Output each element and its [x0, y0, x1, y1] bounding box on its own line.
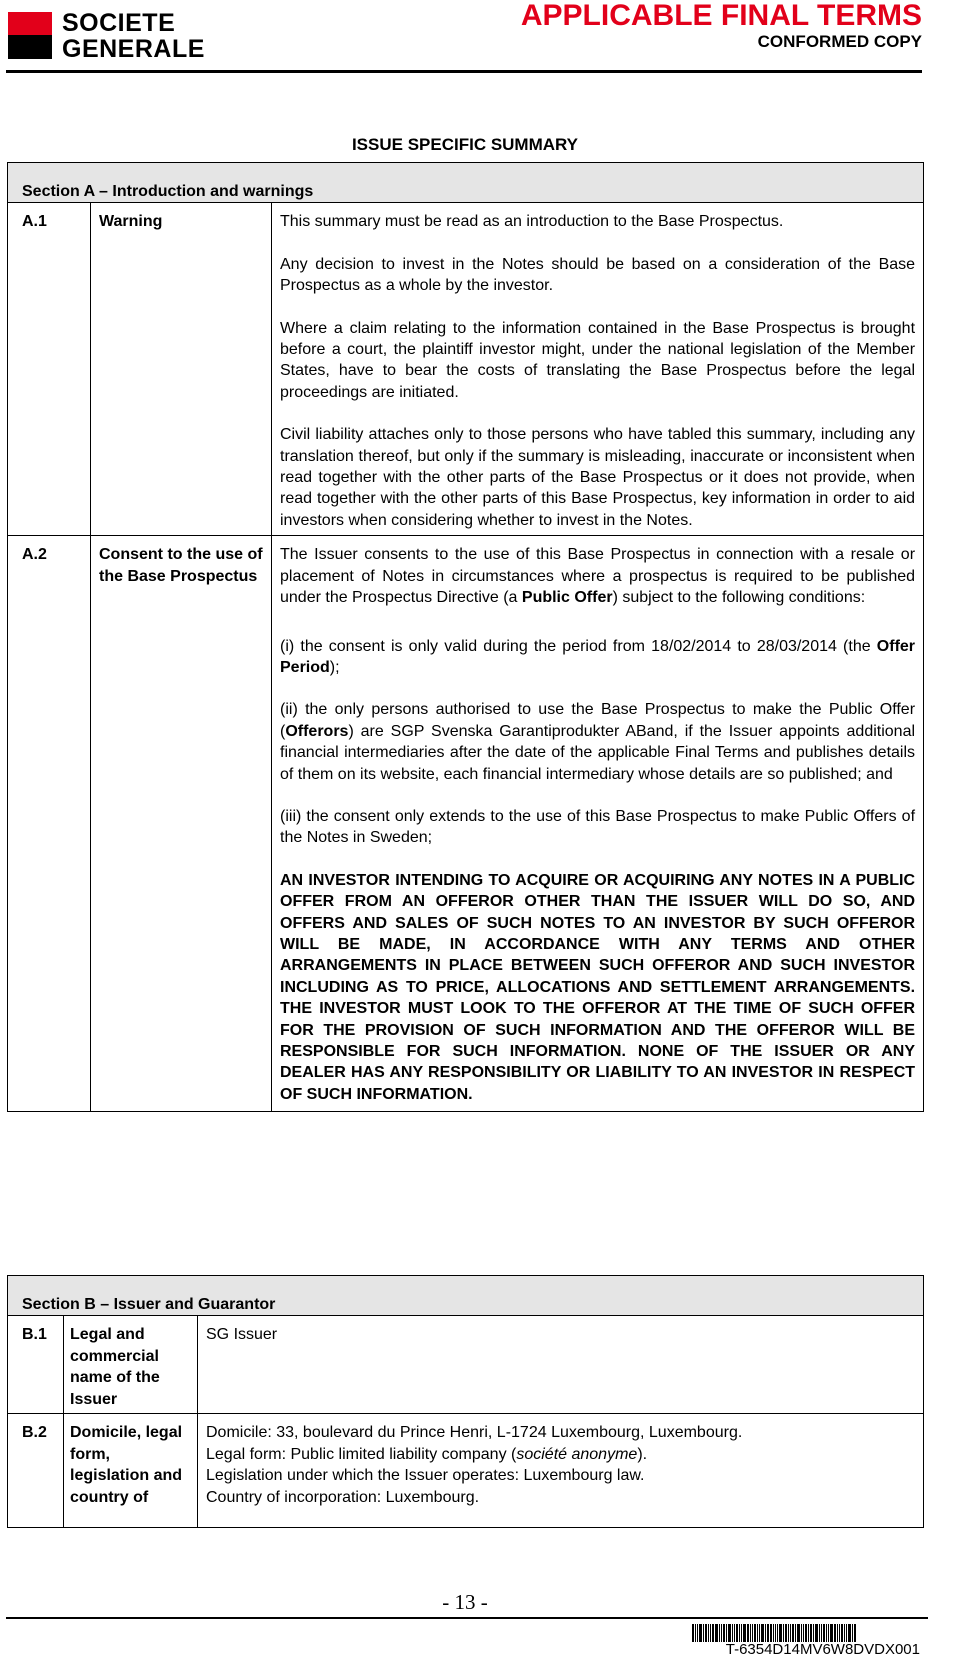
element-code-b1: B.1 [8, 1316, 64, 1414]
a2-paragraph-4: (iii) the consent only extends to the use of this Base Prospectus to make Public Offers of the Notes in Sweden; [280, 807, 916, 847]
element-content-a2 [272, 536, 924, 1112]
b2-legislation: Legislation under which the Issuer operates: Luxembourg law. [206, 1467, 645, 1485]
document-title: APPLICABLE FINAL TERMS [520, 0, 922, 32]
header-divider [6, 70, 922, 73]
a2-paragraph-2: (i) the consent is only valid during the period from 18/02/2014 to 28/03/2014 (the Offer Period); [280, 637, 916, 676]
defined-term-offerors: Offerors [285, 722, 349, 740]
section-a-table [7, 162, 924, 1112]
section-a-heading: Section A – Introduction and warnings [8, 163, 924, 203]
a1-paragraph-2: Any decision to invest in the Notes should be based on a consideration of the Base Prospectus as a whole by the investor. [280, 255, 916, 295]
a2-paragraph-3: (ii) the only persons authorised to use the Base Prospectus to make the Public Offer (Offerors) are SGP Svenska Garantiprodukter ABand, if the Issuer appoints additional financial intermediaries after the date of the applicable Final Terms and publishes details of them on its website, each financial intermediary whose details are so published; and [280, 701, 916, 783]
table-row-b2 [8, 1414, 924, 1528]
table-row-a1 [8, 203, 924, 536]
element-label-b1: Legal and commercial name of the Issuer [64, 1316, 198, 1414]
section-b-heading: Section B – Issuer and Guarantor [8, 1276, 924, 1316]
barcode-icon [692, 1624, 920, 1642]
a1-paragraph-3: Where a claim relating to the information contained in the Base Prospectus is brought before a court, the plaintiff investor might, under the national legislation of the Member States, have to bear the costs of translating the Base Prospectus before the legal proceedings are initiated. [280, 319, 916, 401]
b2-legal-form: Legal form: Public limited liability company (société anonyme). [206, 1445, 648, 1463]
summary-title: ISSUE SPECIFIC SUMMARY [351, 135, 579, 154]
logo-wordmark [62, 10, 205, 62]
defined-term-public-offer: Public Offer [521, 589, 613, 607]
section-b-table [7, 1275, 924, 1528]
b2-domicile: Domicile: 33, boulevard du Prince Henri, L-1724 Luxembourg, Luxembourg. [206, 1424, 743, 1442]
element-code-a1: A.1 [8, 203, 91, 536]
element-label-a1: Warning [91, 203, 272, 536]
element-code-a2: A.2 [8, 536, 91, 1112]
logo-line-1: SOCIETE [62, 9, 176, 37]
a2-paragraph-1: The Issuer consents to the use of this Base Prospectus in connection with a resale or placement of Notes in circumstances where a prospectus is required to be published under the Prospectus Directive (a Public Offer) subject to the following conditions: [280, 546, 916, 607]
a1-paragraph-1: This summary must be read as an introduction to the Base Prospectus. [280, 213, 784, 231]
element-label-a2: Consent to the use of the Base Prospectus [91, 536, 272, 1112]
element-content-b1: SG Issuer [198, 1316, 924, 1414]
societe-generale-logo-mark [8, 12, 52, 59]
element-code-b2: B.2 [8, 1414, 64, 1528]
footer-divider [6, 1617, 928, 1619]
a1-paragraph-4: Civil liability attaches only to those persons who have tabled this summary, including any translation thereof, but only if the summary is misleading, inaccurate or inconsistent when read together with the other parts of the Base Prospectus or it does not provide, when read together with the other parts of this Base Prospectus, key information in order to aid investors when considering whether to invest in the Notes. [280, 426, 916, 529]
table-row-a2 [8, 536, 924, 1112]
document-subtitle: CONFORMED COPY [757, 32, 922, 51]
table-row-b1 [8, 1316, 924, 1414]
b2-country: Country of incorporation: Luxembourg. [206, 1488, 480, 1506]
document-code: T-6354D14MV6W8DVDX001 [725, 1641, 920, 1658]
element-content-a1 [272, 203, 924, 536]
logo-line-2: GENERALE [62, 35, 205, 63]
element-content-b2 [198, 1414, 924, 1528]
defined-term-offer-period: Offer Period [280, 637, 916, 676]
element-label-b2: Domicile, legal form, legislation and country of [64, 1414, 198, 1528]
page-number: - 13 - [442, 1590, 488, 1614]
a2-investor-warning: AN INVESTOR INTENDING TO ACQUIRE OR ACQUIRING ANY NOTES IN A PUBLIC OFFER FROM AN OFFEROR OTHER THAN THE ISSUER WILL DO SO, AND OFFERS AND SALES OF SUCH NOTES TO AN INVESTOR BY SUCH OFFEROR WILL BE MADE, IN ACCORDANCE WITH ANY TERMS AND OTHER ARRANGEMENTS IN PLACE BETWEEN SUCH OFFEROR AND SUCH INVESTOR INCLUDING AS TO PRICE, ALLOCATIONS AND SETTLEMENT ARRANGEMENTS. THE INVESTOR MUST LOOK TO THE OFFEROR AT THE TIME OF SUCH OFFER FOR THE PROVISION OF SUCH INFORMATION AND THE OFFEROR WILL BE RESPONSIBLE FOR SUCH INFORMATION. NONE OF THE ISSUER OR ANY DEALER HAS ANY RESPONSIBILITY OR LIABILITY TO AN INVESTOR IN RESPECT OF SUCH INFORMATION. [280, 871, 916, 1103]
